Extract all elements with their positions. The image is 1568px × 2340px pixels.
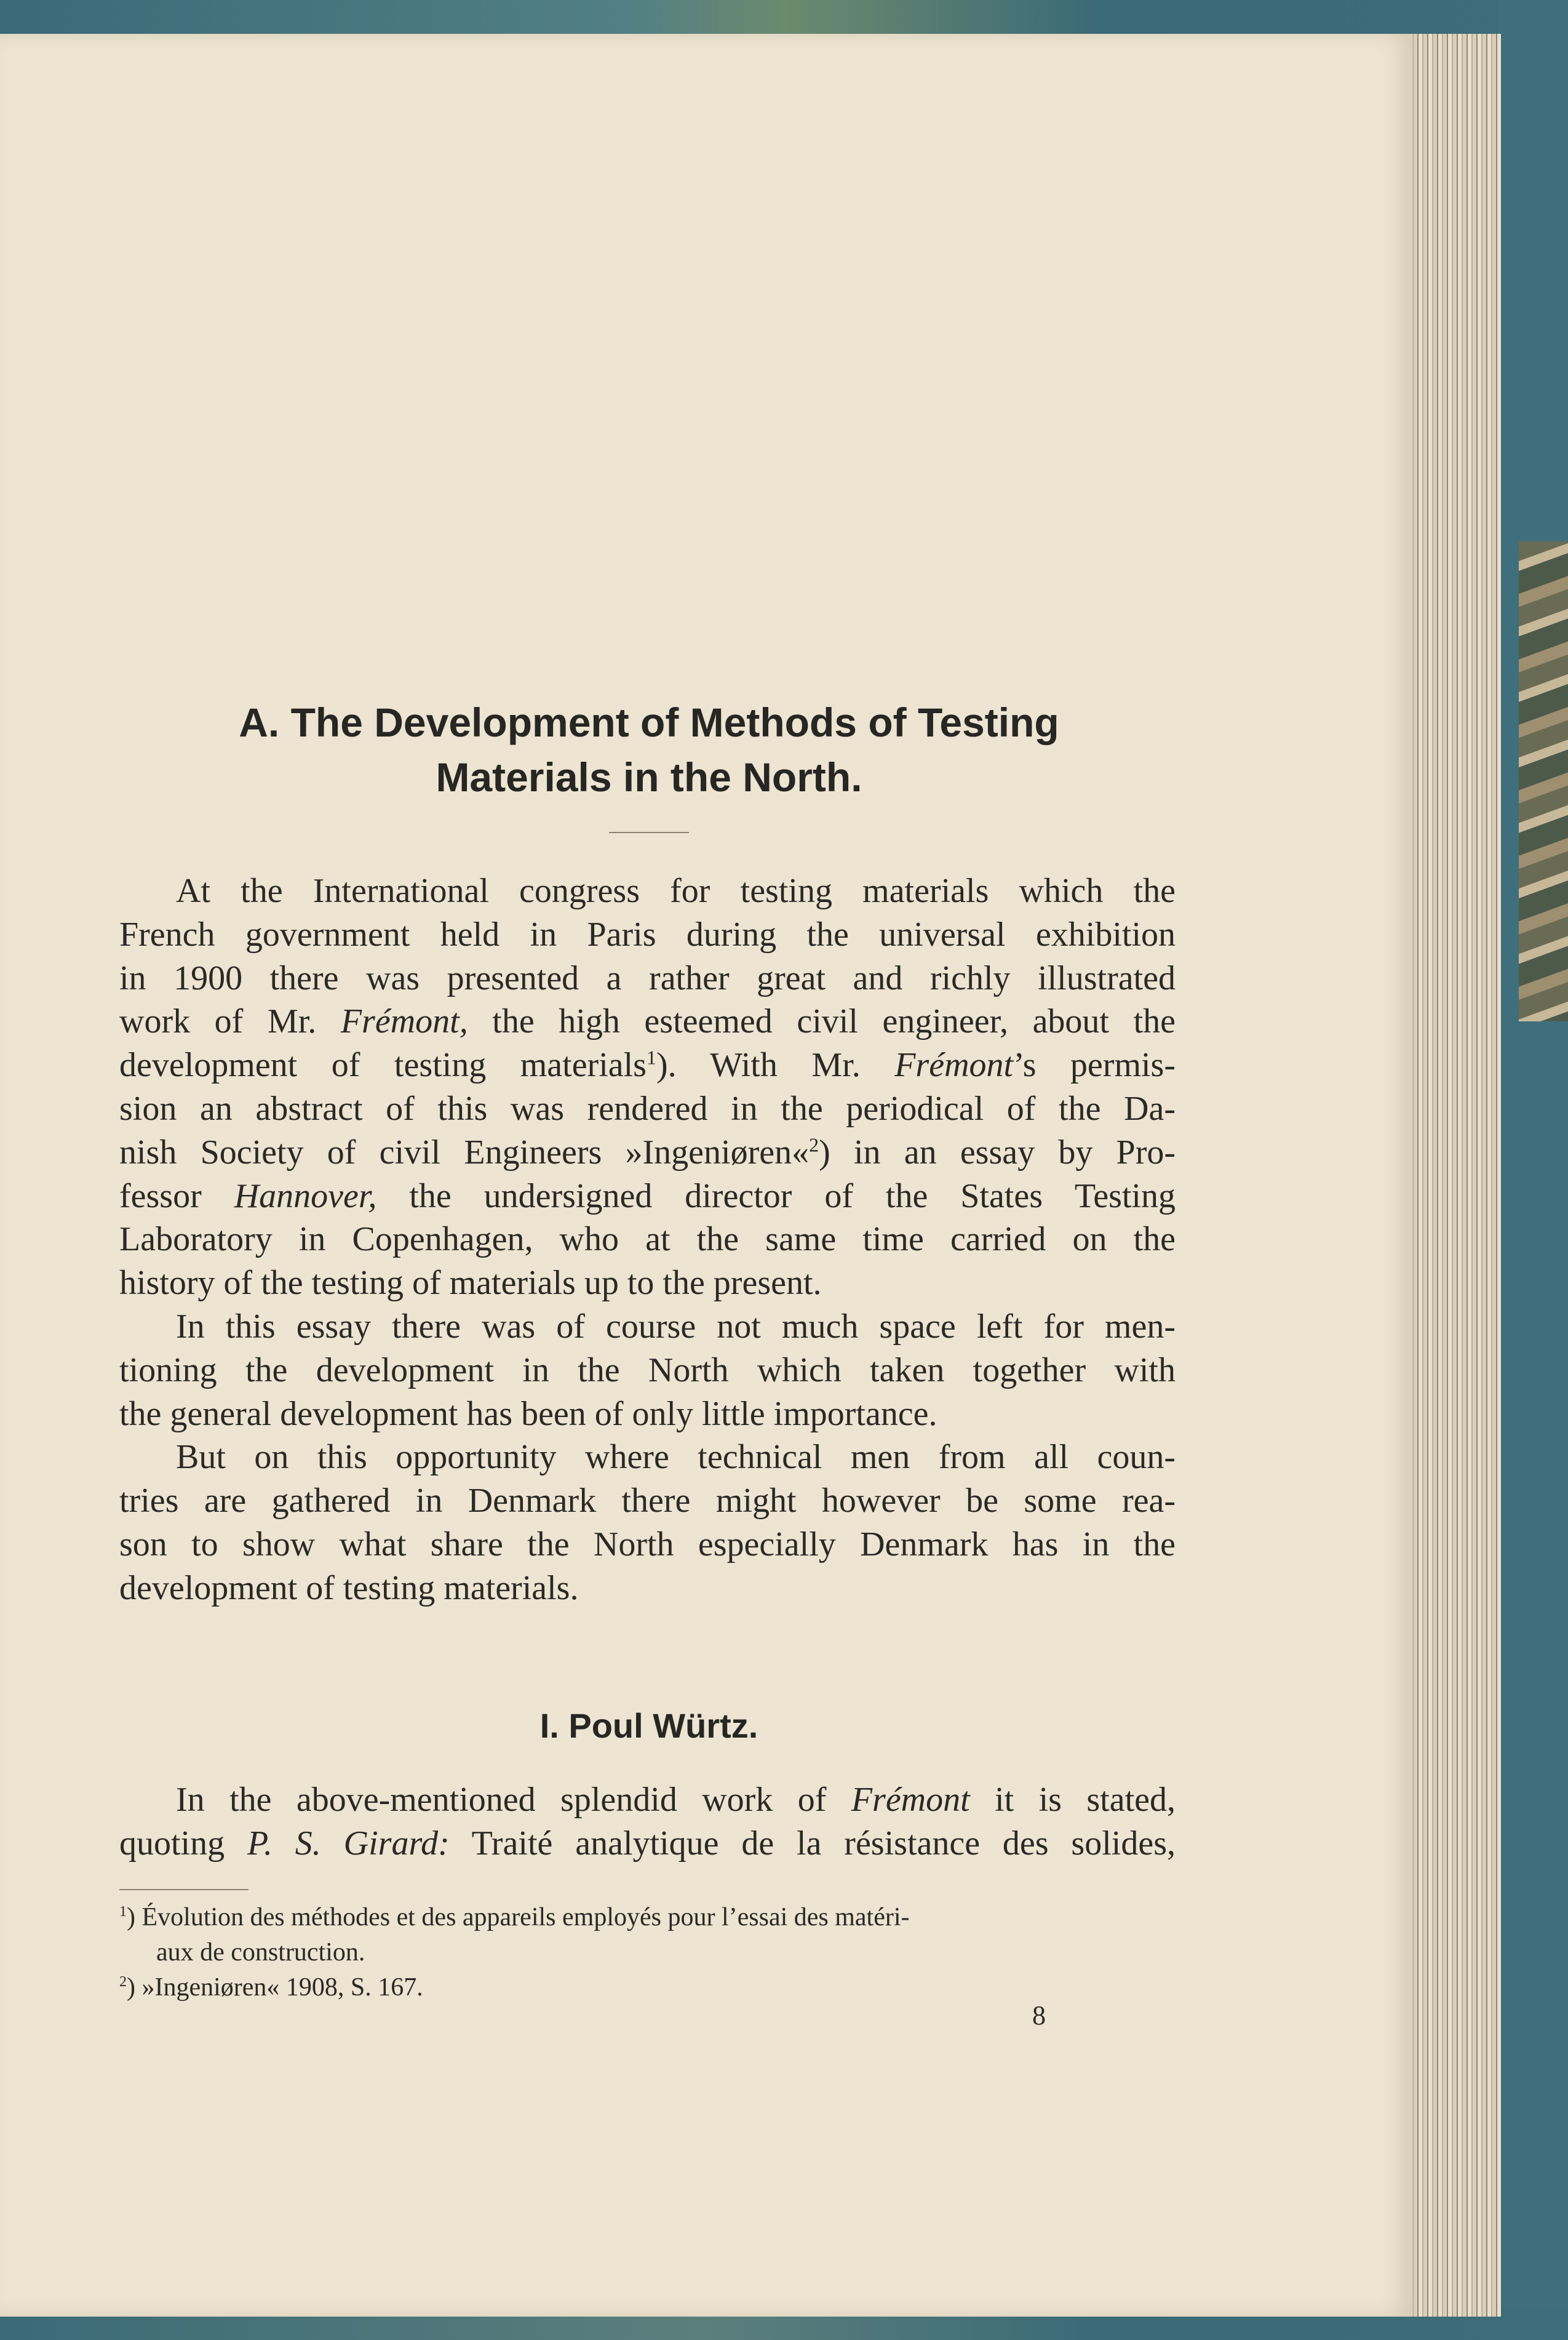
text-segment: tries are gathered in Denmark there might however be some rea- [119, 1482, 1176, 1520]
text-segment: development of testing materials. [119, 1568, 579, 1607]
text-line [119, 1436, 1176, 1479]
text-line [119, 1175, 1176, 1218]
footnote [119, 1900, 1190, 1935]
section-text [119, 1778, 1176, 1866]
text-segment: nish Society of civil Engineers »Ingeniøren« [119, 1133, 810, 1172]
text-segment: son to show what share the North especially Denmark has in the [119, 1525, 1176, 1563]
footnote-divider [119, 1889, 249, 1890]
footnote-continuation: aux de construction. [156, 1938, 365, 1967]
section-heading: I. Poul Würtz. [539, 1706, 758, 1745]
text-line [119, 1261, 1176, 1305]
footnote-mark: 1 [119, 1904, 127, 1920]
text-segment: it is stated, [969, 1781, 1176, 1819]
footnote-ref: 1 [646, 1046, 656, 1069]
chapter-title-line-1: A. The Development of Methods of Testing [239, 700, 1059, 745]
book-cover-top [0, 0, 1568, 37]
footnote-mark: 2 [119, 1974, 127, 1990]
text-line [119, 1218, 1176, 1261]
text-line [119, 1044, 1176, 1087]
italic-name: Frémont, [340, 1002, 468, 1041]
text-line [119, 1523, 1176, 1567]
text-segment: sion an abstract of this was rendered in the periodical of the Da- [119, 1089, 1176, 1128]
footnote-paren: ) [127, 1903, 142, 1931]
footnote-paren: ) [127, 1973, 142, 2002]
footnote-ref: 2 [809, 1133, 819, 1156]
title-divider [609, 832, 689, 833]
text-segment: ). With Mr. [656, 1046, 895, 1085]
text-segment: Traité analytique de la résistance des solides, [449, 1824, 1176, 1863]
text-segment: But on this opportunity where technical men from all coun- [176, 1438, 1176, 1477]
text-segment: Laboratory in Copenhagen, who at the same time carried on the [119, 1220, 1176, 1259]
text-segment: French government held in Paris during the universal exhibition [119, 915, 1176, 954]
text-line [119, 1000, 1176, 1044]
text-segment: In this essay there was of course not much space left for men- [176, 1307, 1176, 1346]
text-segment: In the above-mentioned splendid work of [176, 1781, 851, 1819]
italic-name: Frémont [894, 1046, 1014, 1085]
page-edges [1409, 34, 1501, 2317]
chapter-title-line-2: Materials in the North. [436, 754, 862, 800]
text-line [119, 1087, 1176, 1131]
text-line [119, 869, 1176, 913]
text-segment: history of the testing of materials up to the present. [119, 1264, 822, 1303]
text-line [119, 957, 1176, 1000]
text-line [119, 1479, 1176, 1523]
text-segment: the undersigned director of the States Testing [376, 1176, 1176, 1215]
page-number: 8 [1032, 2000, 1046, 2031]
italic-name: Hannover, [234, 1176, 377, 1215]
intro-text [119, 869, 1176, 1610]
text-segment: quoting [119, 1824, 247, 1863]
text-line [119, 1567, 1176, 1610]
text-line [119, 913, 1176, 957]
text-segment: the general development has been of only little importance. [119, 1394, 937, 1433]
text-line [119, 1822, 1176, 1866]
text-line [119, 1392, 1176, 1436]
footnote-text: »Ingeniøren« 1908, S. 167. [141, 1973, 423, 2002]
text-line [119, 1305, 1176, 1349]
marbled-endpaper [1519, 541, 1568, 1021]
text-line [119, 1131, 1176, 1175]
text-line [119, 1349, 1176, 1392]
text-segment: ) in an essay by Pro- [819, 1133, 1176, 1172]
text-segment: the high esteemed civil engineer, about the [468, 1002, 1176, 1041]
text-segment: development of testing materials [119, 1046, 647, 1085]
text-line [119, 1778, 1176, 1822]
text-segment: work of Mr. [119, 1002, 341, 1041]
footnotes [119, 1900, 1190, 2005]
text-segment: tioning the development in the North which taken together with [119, 1351, 1176, 1389]
italic-name: Frémont [851, 1781, 970, 1819]
book-cover-edge [1499, 0, 1568, 2340]
text-segment: fessor [119, 1176, 234, 1215]
text-segment: ’s permis- [1013, 1046, 1176, 1085]
text-segment: in 1900 there was presented a rather great and richly illustrated [119, 959, 1176, 997]
italic-name: P. S. Girard: [247, 1824, 450, 1863]
text-segment: At the International congress for testing materials which the [176, 872, 1176, 910]
footnote [119, 1970, 1190, 2005]
footnote-text: Évolution des méthodes et des appareils employés pour l’essai des matéri- [141, 1903, 910, 1931]
